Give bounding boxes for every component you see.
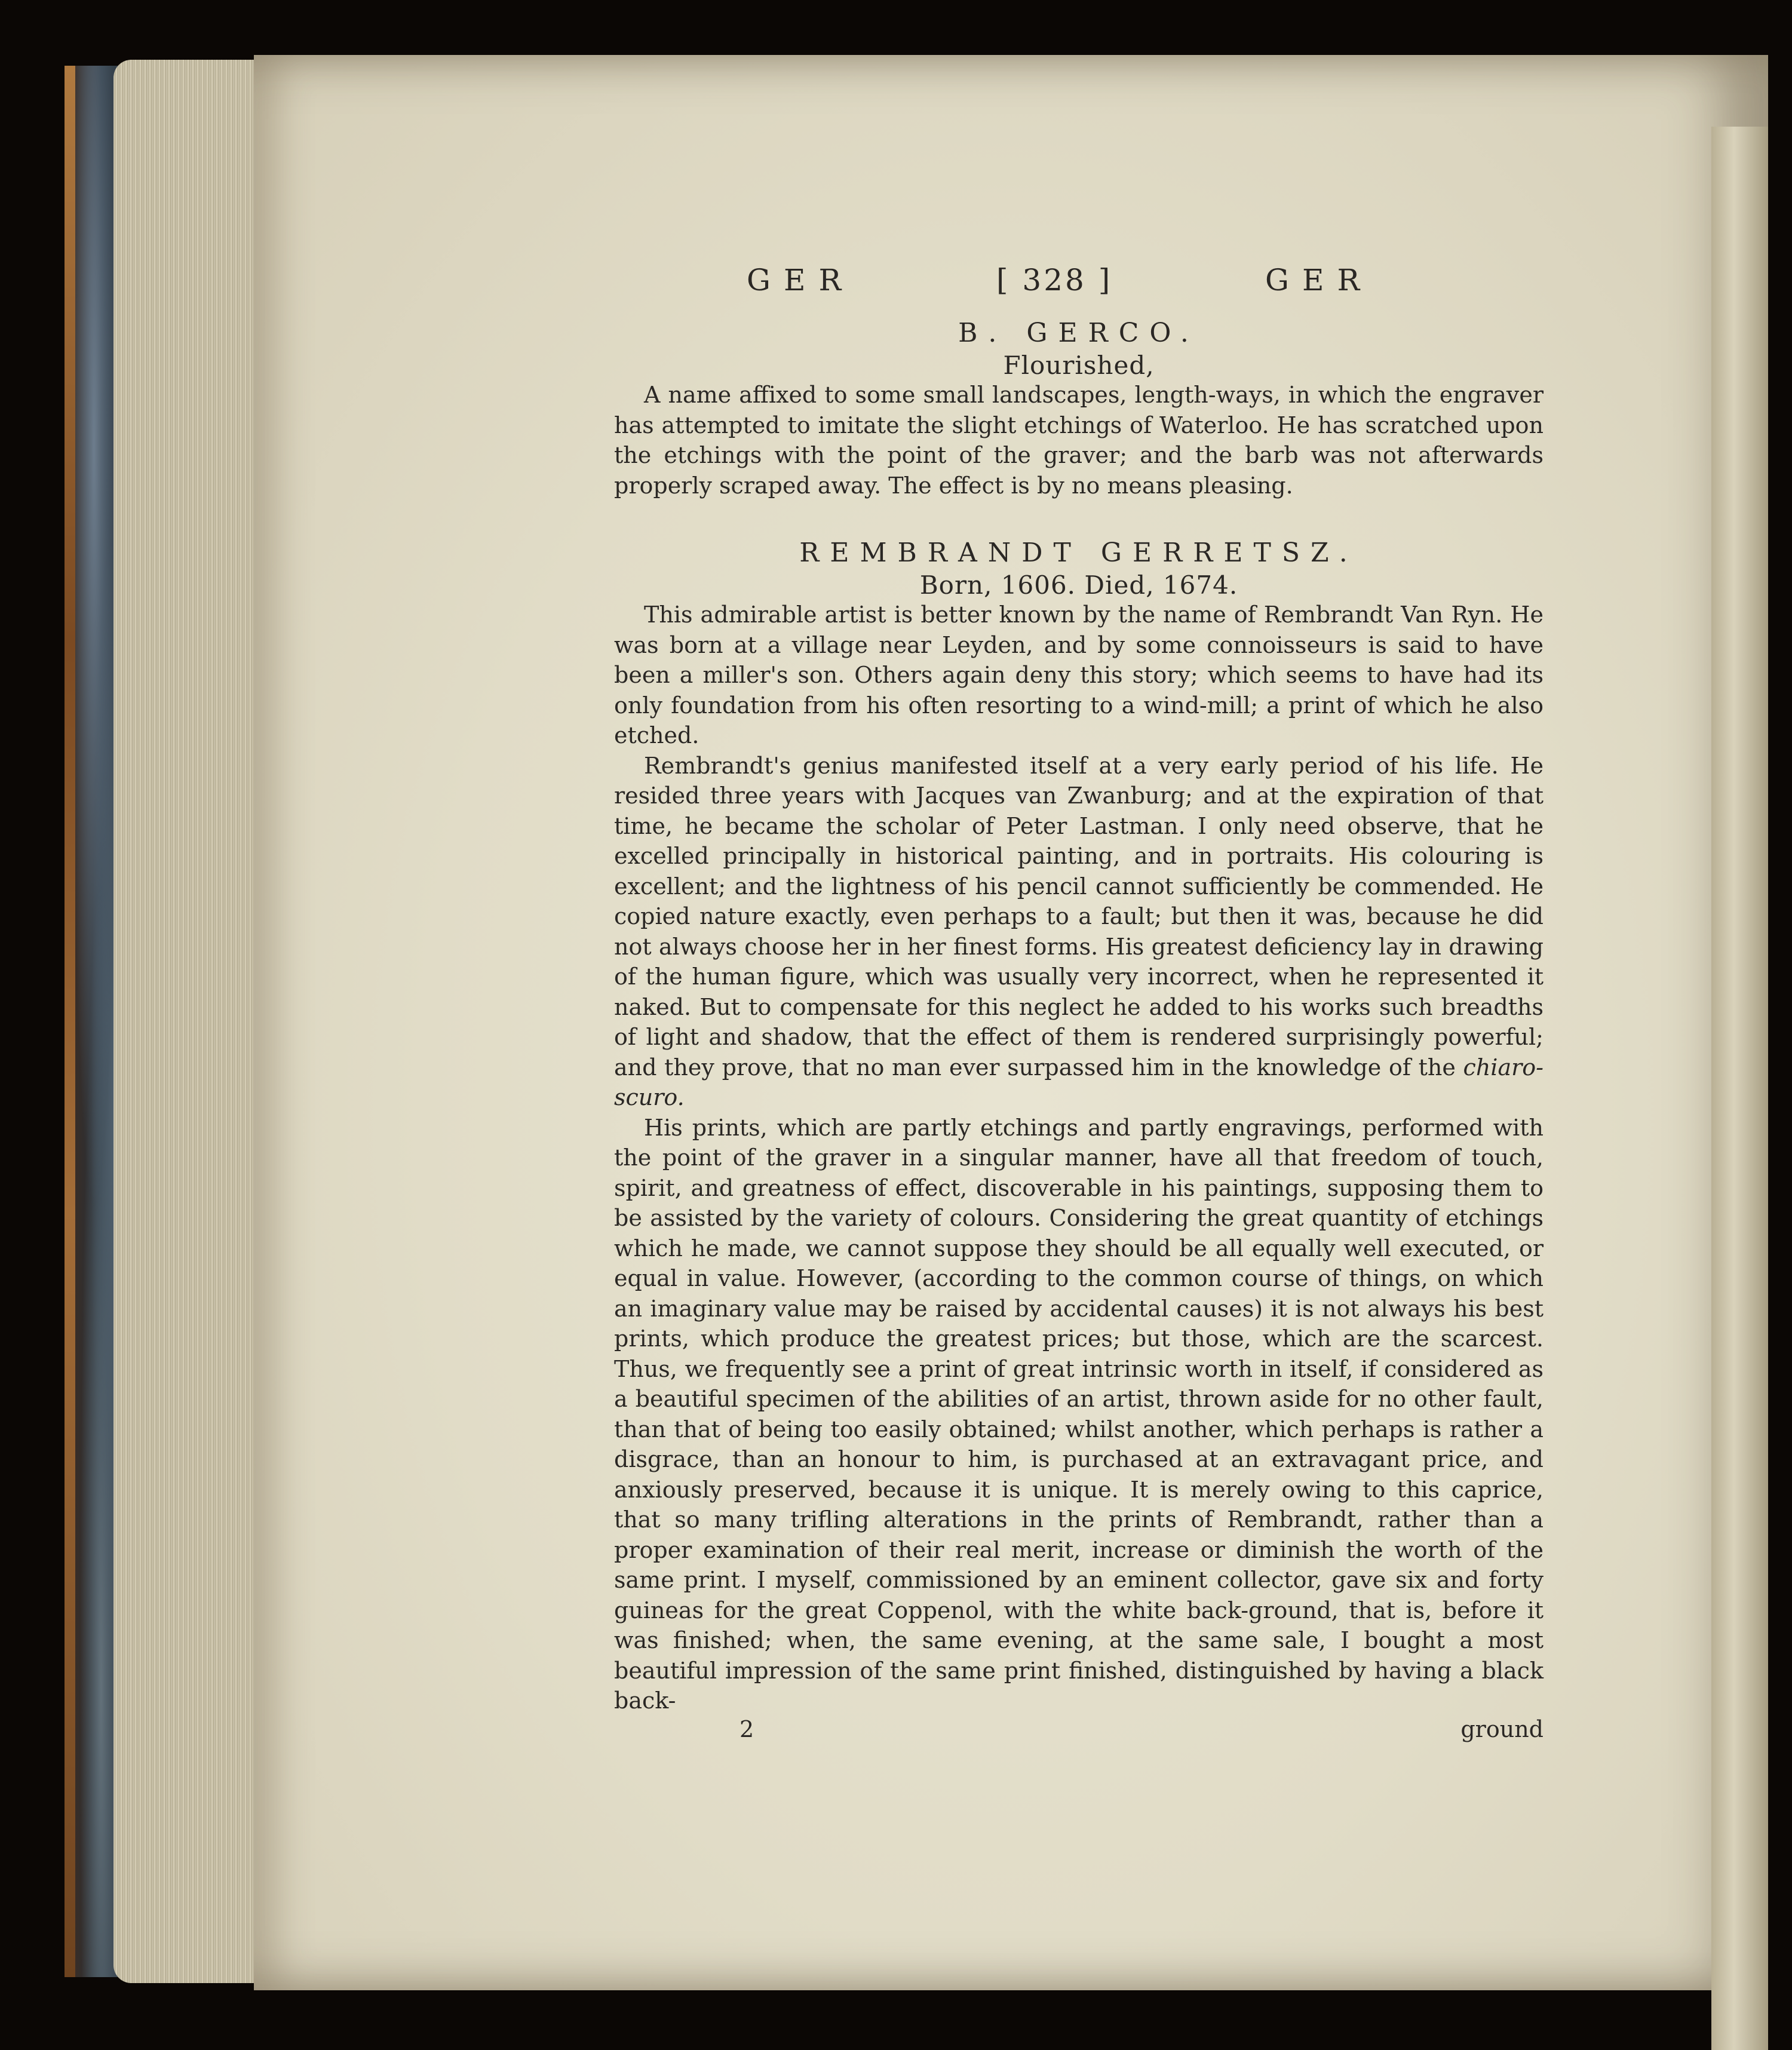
header-right: GER <box>1265 263 1373 297</box>
header-left: GER <box>747 263 855 297</box>
entry-dates-gerco: Flourished, <box>1003 351 1155 380</box>
catchword: ground <box>1460 1716 1544 1742</box>
paragraph-rembrandt-2-text: Rembrandt's genius manifested itself at a very early period of his life. He resided three years with Jacques van Zwanburg; and at the expiration of that time, he became the scholar of Peter Lastman. I only need observe, that he excelled principally in historical painting, and in portraits. His colouring is excellent; and the lightness of his pencil cannot sufficiently be commended. He copied nature exactly, even perhaps to a fault; but then it was, because he did not always choose her in her finest forms. His greatest deficiency lay in drawing of the human figure, which was usually very incorrect, when he represented it naked. But to compensate for this neglect he added to his works such breadths of light and shadow, that the effect of them is rendered surprisingly powerful; and they prove, that no man ever surpassed him in the knowledge of the <box>614 752 1544 1081</box>
paragraph-rembrandt-3: His prints, which are partly etchings and partly engravings, performed with the point of the graver in a singular manner, have all that freedom of touch, spirit, and greatness of effect, discoverable in his paintings, supposing them to be assisted by the variety of colours. Considering the great quantity of etchings which he made, we cannot suppose they should be all equally well executed, or equal in value. However, (according to the common course of things, on which an imaginary value may be raised by accidental causes) it is not always his best prints, which produce the greatest prices; but those, which are the scarcest. Thus, we frequently see a print of great intrinsic worth in itself, if considered as a beautiful specimen of the abilities of an artist, thrown aside for no other fault, than that of being too easily obtained; whilst another, which perhaps is rather a disgrace, than an honour to him, is purchased at an extravagant price, and anxiously preserved, because it is unique. It is merely owing to this caprice, that so many trifling alterations in the prints of Rembrandt, rather than a proper examination of their real merit, increase or diminish the worth of the same print. I myself, commissioned by an eminent collector, gave six and forty guineas for the great Coppenol, with the white back-ground, that is, before it was finished; when, the same evening, at the same sale, I bought a most beautiful impression of the same print finished, distinguished by having a black back- <box>614 1114 1544 1714</box>
entry-title-rembrandt: REMBRANDT GERRETSZ. <box>799 538 1358 568</box>
page-number: [ 328 ] <box>996 263 1113 297</box>
italic-chiaro-scuro: chiaro-scuro. <box>614 1054 1544 1110</box>
running-header <box>614 258 1544 312</box>
entry-title-gerco: B. GERCO. <box>958 318 1199 348</box>
text-column <box>614 258 1544 1746</box>
signature-mark: 2 <box>739 1716 754 1742</box>
paragraph-rembrandt-1: This admirable artist is better known by the name of Rembrandt Van Ryn. He was born at a village near Leyden, and by some connoisseurs is said to have been a miller's son. Others again deny this story; which seems to have had its only foundation from his often resorting to a wind-mill; a print of which he also etched. <box>614 602 1544 748</box>
paragraph-gerco: A name affixed to some small landscapes, length-ways, in which the engraver has attempted to imitate the slight etchings of Waterloo. He has scratched upon the etchings with the point of the graver; and the barb was not afterwards properly scraped away. The effect is by no means pleasing. <box>614 382 1544 499</box>
facing-page-edge <box>1711 127 1768 2050</box>
page-edges <box>113 60 263 1983</box>
paragraph-rembrandt-2 <box>614 751 1544 1113</box>
page-footer <box>614 1716 1544 1746</box>
entry-dates-rembrandt: Born, 1606. Died, 1674. <box>919 570 1238 600</box>
